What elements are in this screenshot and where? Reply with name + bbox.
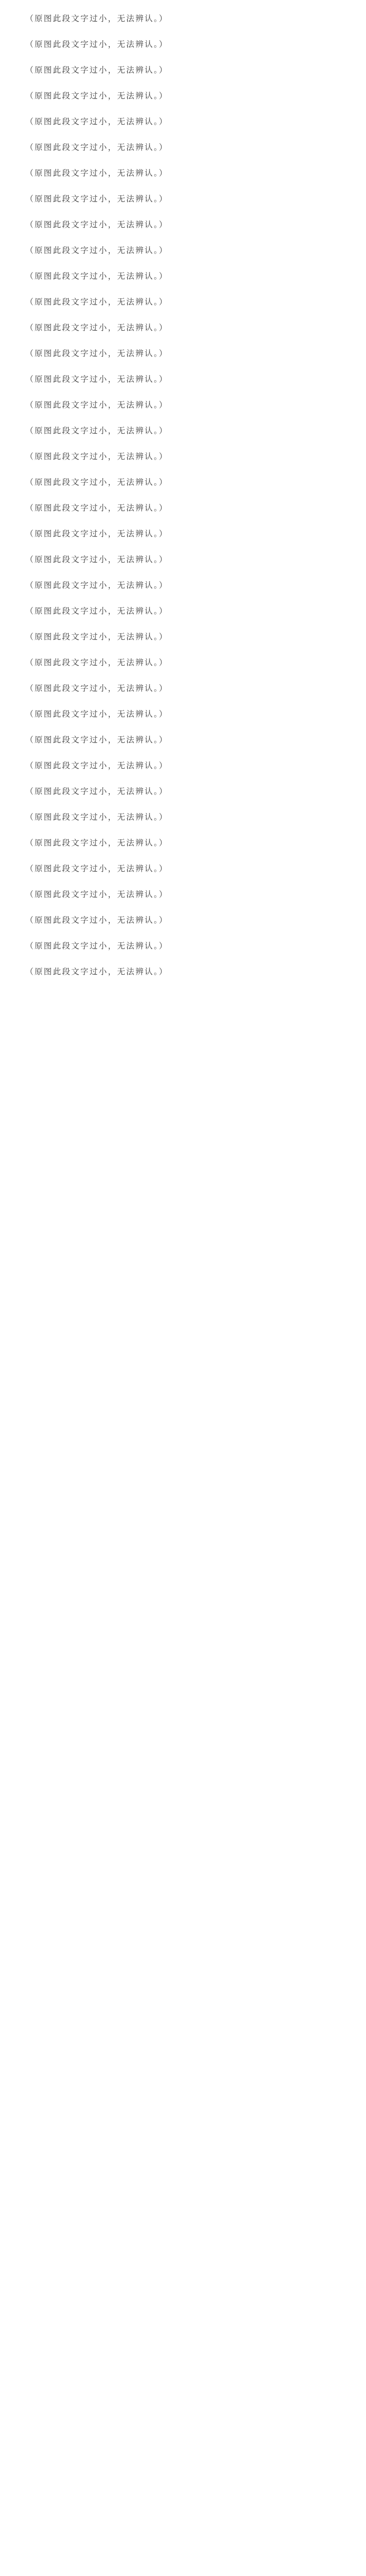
- paragraph: （原图此段文字过小，无法辨认。）: [25, 246, 169, 255]
- paragraph: （原图此段文字过小，无法辨认。）: [25, 194, 169, 204]
- paragraph: （原图此段文字过小，无法辨认。）: [25, 65, 169, 75]
- paragraph: （原图此段文字过小，无法辨认。）: [25, 272, 169, 281]
- paragraph: （原图此段文字过小，无法辨认。）: [25, 91, 169, 100]
- paragraph: （原图此段文字过小，无法辨认。）: [25, 117, 169, 126]
- paragraph: （原图此段文字过小，无法辨认。）: [25, 658, 169, 667]
- paragraph: （原图此段文字过小，无法辨认。）: [25, 529, 169, 538]
- paragraph: （原图此段文字过小，无法辨认。）: [25, 220, 169, 229]
- paragraph: （原图此段文字过小，无法辨认。）: [25, 606, 169, 616]
- paragraph: （原图此段文字过小，无法辨认。）: [25, 143, 169, 152]
- paragraph: （原图此段文字过小，无法辨认。）: [25, 555, 169, 564]
- paragraph: （原图此段文字过小，无法辨认。）: [25, 967, 169, 976]
- paragraph: （原图此段文字过小，无法辨认。）: [25, 503, 169, 513]
- paragraph: （原图此段文字过小，无法辨认。）: [25, 632, 169, 641]
- paragraph: （原图此段文字过小，无法辨认。）: [25, 864, 169, 873]
- paragraph: （原图此段文字过小，无法辨认。）: [25, 426, 169, 435]
- paragraph: （原图此段文字过小，无法辨认。）: [25, 375, 169, 384]
- paragraph: （原图此段文字过小，无法辨认。）: [25, 709, 169, 719]
- paragraph: （原图此段文字过小，无法辨认。）: [25, 14, 169, 23]
- paragraph: （原图此段文字过小，无法辨认。）: [25, 168, 169, 178]
- paragraph: （原图此段文字过小，无法辨认。）: [25, 684, 169, 693]
- paragraph: （原图此段文字过小，无法辨认。）: [25, 916, 169, 925]
- paragraph: （原图此段文字过小，无法辨认。）: [25, 890, 169, 899]
- paragraph: （原图此段文字过小，无法辨认。）: [25, 812, 169, 822]
- paragraph: （原图此段文字过小，无法辨认。）: [25, 297, 169, 307]
- paragraph: （原图此段文字过小，无法辨认。）: [25, 838, 169, 848]
- paragraph: （原图此段文字过小，无法辨认。）: [25, 941, 169, 951]
- paragraph: （原图此段文字过小，无法辨认。）: [25, 400, 169, 410]
- paragraph: （原图此段文字过小，无法辨认。）: [25, 478, 169, 487]
- paragraph: （原图此段文字过小，无法辨认。）: [25, 581, 169, 590]
- paragraph: （原图此段文字过小，无法辨认。）: [25, 761, 169, 770]
- paragraph: （原图此段文字过小，无法辨认。）: [25, 349, 169, 358]
- paragraph: （原图此段文字过小，无法辨认。）: [25, 323, 169, 332]
- paragraph: （原图此段文字过小，无法辨认。）: [25, 735, 169, 744]
- paragraph: （原图此段文字过小，无法辨认。）: [25, 787, 169, 796]
- paragraph: （原图此段文字过小，无法辨认。）: [25, 40, 169, 49]
- paragraph: （原图此段文字过小，无法辨认。）: [25, 452, 169, 461]
